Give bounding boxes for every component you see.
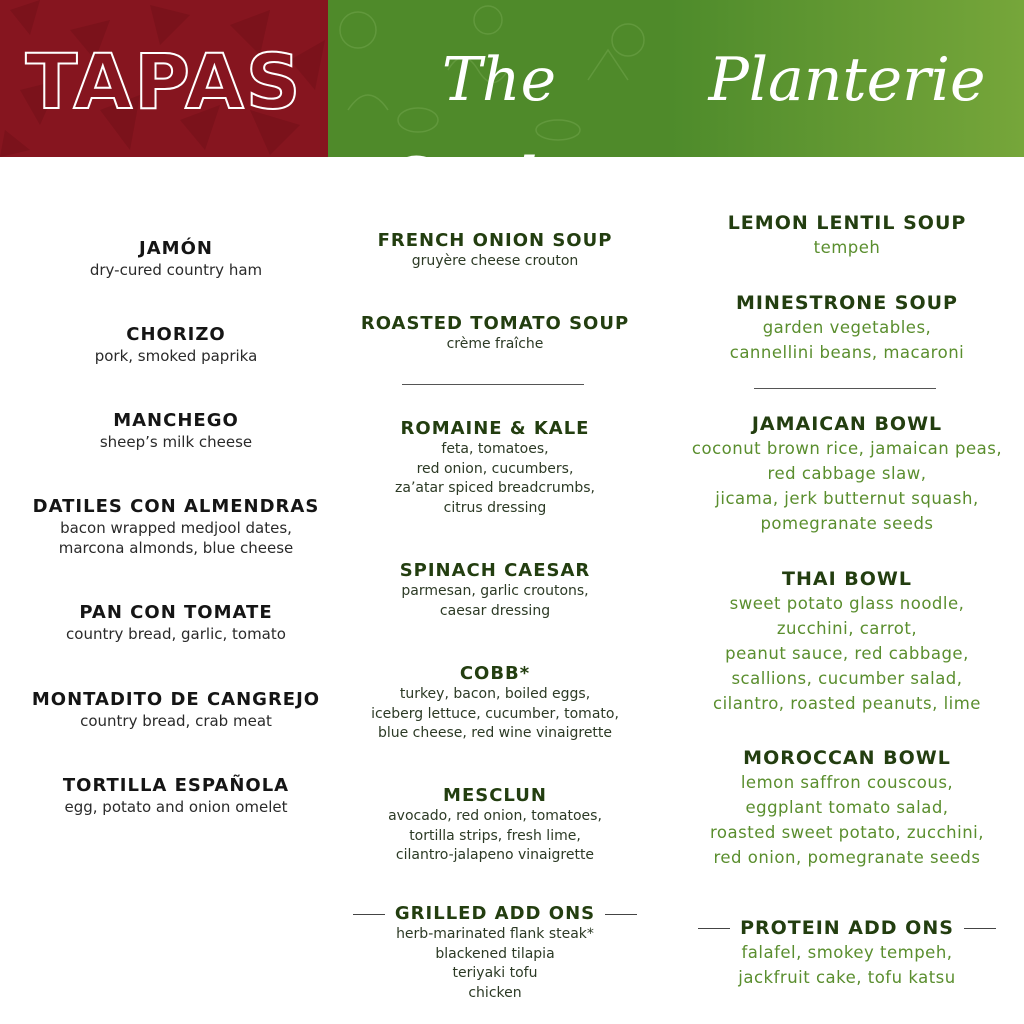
garden-title: The Garden bbox=[386, 45, 612, 215]
addons-title: GRILLED ADD ONS bbox=[394, 903, 596, 924]
menu-item bbox=[342, 785, 648, 866]
item-name: COBB* bbox=[459, 663, 531, 684]
addon-rule-left bbox=[698, 928, 730, 929]
item-name: JAMAICAN BOWL bbox=[751, 413, 943, 435]
item-desc: caesar dressing bbox=[439, 602, 551, 619]
item-name: MESCLUN bbox=[443, 785, 547, 806]
addon-item: chicken bbox=[468, 984, 522, 1001]
addon-item: jackfruit cake, tofu katsu bbox=[738, 968, 956, 987]
item-desc: tempeh bbox=[813, 238, 881, 257]
addon-rule-right bbox=[605, 914, 637, 915]
item-desc: red onion, cucumbers, bbox=[416, 460, 574, 477]
item-desc: peanut sauce, red cabbage, bbox=[725, 644, 969, 663]
item-desc: scallions, cucumber salad, bbox=[731, 669, 963, 688]
item-desc: pomegranate seeds bbox=[760, 514, 934, 533]
addons-section bbox=[670, 916, 1024, 990]
menu-item bbox=[0, 775, 352, 817]
item-name: MINESTRONE SOUP bbox=[736, 292, 958, 314]
menu-item bbox=[342, 560, 648, 621]
tapas-title: TAPAS bbox=[25, 37, 303, 126]
menu-item bbox=[0, 410, 352, 452]
addons-title: PROTEIN ADD ONS bbox=[740, 917, 954, 939]
item-desc: citrus dressing bbox=[443, 499, 547, 516]
addon-item: blackened tilapia bbox=[435, 945, 555, 962]
menu-item bbox=[342, 230, 648, 272]
item-desc: cilantro, roasted peanuts, lime bbox=[713, 694, 981, 713]
item-name: TORTILLA ESPAÑOLA bbox=[62, 775, 290, 796]
addon-item: falafel, smokey tempeh, bbox=[741, 943, 953, 962]
planterie-column bbox=[670, 0, 1024, 1024]
item-desc: cannellini beans, macaroni bbox=[729, 343, 965, 362]
item-desc: dry-cured country ham bbox=[89, 261, 263, 279]
tapas-column bbox=[0, 0, 352, 1024]
addon-item: teriyaki tofu bbox=[452, 965, 538, 981]
item-desc: zucchini, carrot, bbox=[776, 619, 918, 638]
item-name: MONTADITO DE CANGREJO bbox=[31, 689, 321, 710]
item-name: ROASTED TOMATO SOUP bbox=[360, 313, 630, 334]
menu-item bbox=[670, 211, 1024, 260]
planterie-title: Planterie bbox=[708, 45, 986, 115]
item-desc: country bread, crab meat bbox=[80, 712, 272, 730]
section-divider bbox=[402, 384, 584, 385]
addon-rule-right bbox=[964, 928, 996, 929]
item-desc: red cabbage slaw, bbox=[767, 464, 927, 483]
item-desc: lemon saffron couscous, bbox=[740, 773, 954, 792]
item-desc: jicama, jerk butternut squash, bbox=[715, 489, 979, 508]
menu-item bbox=[0, 496, 352, 558]
section-divider bbox=[754, 388, 936, 389]
item-desc: feta, tomatoes, bbox=[441, 441, 549, 457]
item-name: PAN CON TOMATE bbox=[79, 602, 273, 623]
menu-item bbox=[0, 689, 352, 731]
menu-item bbox=[0, 602, 352, 644]
menu-item bbox=[670, 412, 1024, 536]
item-desc: country bread, garlic, tomato bbox=[66, 625, 286, 643]
item-desc: sheep’s milk cheese bbox=[99, 433, 253, 451]
item-name: JAMÓN bbox=[139, 238, 213, 259]
menu-item bbox=[670, 746, 1024, 870]
item-desc: crème fraîche bbox=[446, 336, 544, 352]
garden-column bbox=[342, 0, 648, 1024]
menu-item bbox=[0, 324, 352, 366]
addon-item: herb-marinated flank steak* bbox=[396, 926, 594, 942]
menu-item bbox=[0, 238, 352, 280]
item-desc: za’atar spiced breadcrumbs, bbox=[395, 480, 595, 496]
item-desc: egg, potato and onion omelet bbox=[64, 798, 288, 816]
item-name: MOROCCAN BOWL bbox=[743, 747, 951, 769]
menu-item bbox=[342, 313, 648, 355]
item-desc: cilantro-jalapeno vinaigrette bbox=[395, 847, 595, 863]
item-desc: coconut brown rice, jamaican peas, bbox=[691, 439, 1003, 458]
item-desc: eggplant tomato salad, bbox=[745, 798, 949, 817]
item-desc: iceberg lettuce, cucumber, tomato, bbox=[371, 705, 619, 722]
item-desc: turkey, bacon, boiled eggs, bbox=[399, 686, 591, 702]
menu-item bbox=[342, 663, 648, 744]
item-name: SPINACH CAESAR bbox=[399, 560, 591, 581]
item-desc: tortilla strips, fresh lime, bbox=[409, 827, 581, 844]
item-desc: avocado, red onion, tomatoes, bbox=[388, 808, 602, 824]
item-desc: pork, smoked paprika bbox=[94, 347, 258, 365]
item-desc: marcona almonds, blue cheese bbox=[58, 539, 294, 557]
item-desc: garden vegetables, bbox=[762, 318, 932, 337]
item-name: THAI BOWL bbox=[782, 568, 912, 590]
item-desc: sweet potato glass noodle, bbox=[729, 594, 965, 613]
item-name: ROMAINE & KALE bbox=[400, 418, 590, 439]
item-name: DATILES CON ALMENDRAS bbox=[32, 496, 320, 517]
item-name: FRENCH ONION SOUP bbox=[377, 230, 613, 251]
menu-item bbox=[342, 418, 648, 518]
item-name: MANCHEGO bbox=[113, 410, 239, 431]
item-name: LEMON LENTIL SOUP bbox=[727, 212, 967, 234]
item-desc: gruyère cheese crouton bbox=[411, 253, 579, 269]
item-desc: parmesan, garlic croutons, bbox=[401, 583, 589, 599]
item-desc: bacon wrapped medjool dates, bbox=[60, 519, 292, 537]
menu-item bbox=[670, 567, 1024, 716]
menu-item bbox=[670, 291, 1024, 365]
addons-section bbox=[342, 903, 648, 1003]
item-desc: roasted sweet potato, zucchini, bbox=[710, 823, 984, 842]
item-name: CHORIZO bbox=[126, 324, 226, 345]
item-desc: blue cheese, red wine vinaigrette bbox=[377, 725, 613, 741]
item-desc: red onion, pomegranate seeds bbox=[713, 848, 981, 867]
addon-rule-left bbox=[353, 914, 385, 915]
